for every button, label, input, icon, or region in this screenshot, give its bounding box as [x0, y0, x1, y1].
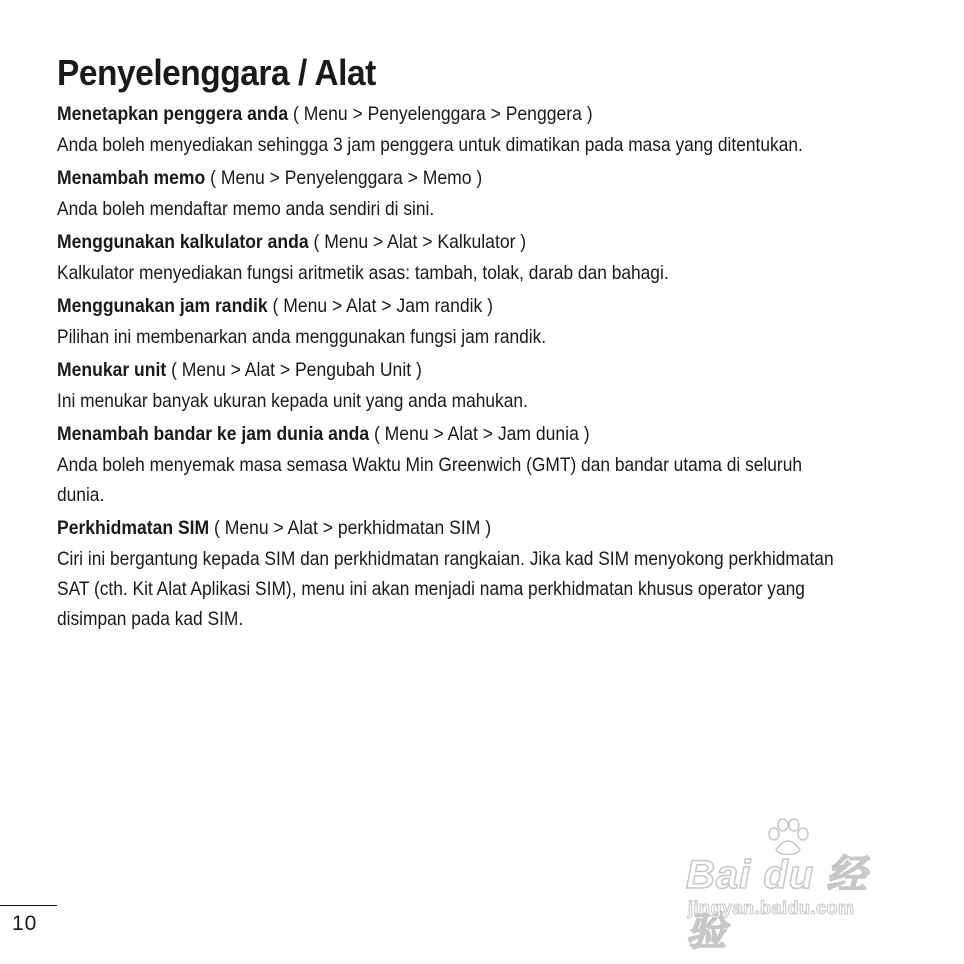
menu-path: ( Menu > Alat > Kalkulator )	[308, 231, 527, 253]
section-body: Pilihan ini membenarkan anda menggunakan fungsi jam randik.	[57, 326, 547, 348]
page-title: Penyelenggara / Alat	[57, 52, 376, 93]
menu-path: ( Menu > Alat > Jam dunia )	[369, 423, 590, 445]
heading-label: Menambah bandar ke jam dunia anda	[57, 423, 370, 445]
menu-path: ( Menu > Penyelenggara > Memo )	[205, 167, 483, 189]
section-body: Anda boleh mendaftar memo anda sendiri di sini.	[57, 198, 435, 220]
page-footer	[0, 905, 57, 936]
watermark-brand: Bai du 经验	[686, 853, 868, 954]
menu-path: ( Menu > Penyelenggara > Penggera )	[288, 103, 593, 125]
section-heading	[57, 99, 813, 130]
section-sim-services	[57, 513, 897, 634]
section-unit-converter	[57, 355, 897, 416]
menu-path: ( Menu > Alat > Jam randik )	[267, 295, 493, 317]
heading-label: Menetapkan penggera anda	[57, 103, 289, 125]
heading-label: Menukar unit	[57, 359, 167, 381]
section-heading	[57, 163, 813, 194]
section-heading	[57, 419, 813, 450]
menu-path: ( Menu > Alat > perkhidmatan SIM )	[209, 517, 492, 539]
section-world-clock	[57, 419, 897, 510]
section-alarm	[57, 99, 897, 160]
section-stopwatch	[57, 291, 897, 352]
heading-label: Menggunakan jam randik	[57, 295, 268, 317]
heading-label: Menggunakan kalkulator anda	[57, 231, 309, 253]
section-heading	[57, 513, 813, 544]
menu-path: ( Menu > Alat > Pengubah Unit )	[166, 359, 422, 381]
baidu-watermark	[686, 818, 908, 954]
heading-label: Perkhidmatan SIM	[57, 517, 210, 539]
section-body: Ini menukar banyak ukuran kepada unit yang anda mahukan.	[57, 390, 528, 412]
heading-label: Menambah memo	[57, 167, 206, 189]
section-body: Anda boleh menyediakan sehingga 3 jam penggera untuk dimatikan pada masa yang ditentukan.	[57, 134, 803, 156]
section-body: Kalkulator menyediakan fungsi aritmetik asas: tambah, tolak, darab dan bahagi.	[57, 262, 669, 284]
section-body: Ciri ini bergantung kepada SIM dan perkhidmatan rangkaian. Jika kad SIM menyokong perkhidmatan SAT (cth. Kit Alat Aplikasi SIM), menu ini akan menjadi nama perkhidmatan khusus operator yang disimpan pada kad SIM.	[57, 548, 834, 630]
watermark-url: jingyan.baidu.com	[688, 898, 855, 918]
section-calculator	[57, 227, 897, 288]
content-area	[57, 99, 897, 637]
section-memo	[57, 163, 897, 224]
section-heading	[57, 227, 813, 258]
section-heading	[57, 355, 813, 386]
section-heading	[57, 291, 813, 322]
page-number: 10	[12, 912, 38, 935]
section-body: Anda boleh menyemak masa semasa Waktu Min Greenwich (GMT) dan bandar utama di seluruh dunia.	[57, 454, 802, 506]
